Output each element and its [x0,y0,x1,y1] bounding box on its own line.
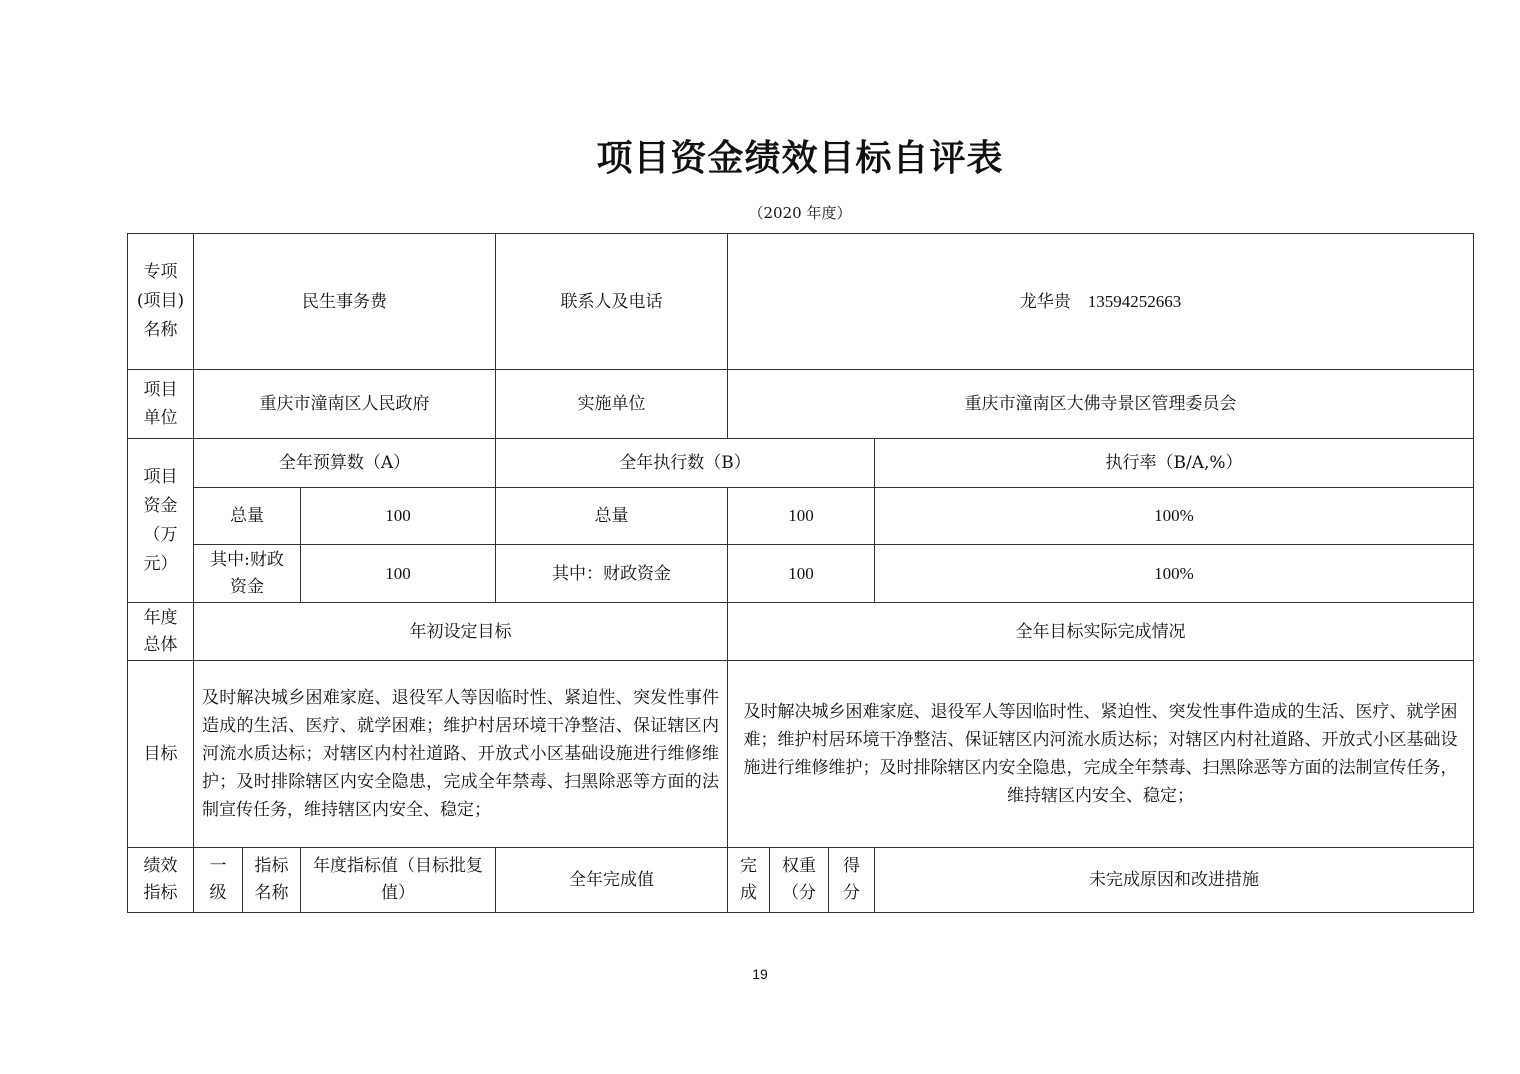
total-rate-cell [874,487,1474,545]
impl-unit-label-cell [495,369,728,439]
total-budget-cell [300,487,496,545]
reason-cell [874,847,1474,913]
initial-goal-header: 年初设定目标 [409,621,512,642]
total-budget: 100 [385,506,411,525]
project-unit-label: 项目单位 [143,380,178,428]
fiscal-label-cell [193,544,301,603]
reason-label: 未完成原因和改进措施 [1089,870,1259,890]
exec-header: 全年执行数（B） [619,453,751,473]
initial-goal-text-cell [193,660,728,848]
total-exec: 100 [788,506,814,525]
score-cell [828,847,875,913]
fiscal-rate-cell [874,544,1474,603]
fiscal-budget: 100 [385,563,411,583]
project-name-label: 专项(项目)名称 [136,262,185,340]
actual-goal-text: 及时解决城乡困难家庭、退役军人等因临时性、紧迫性、突发性事件造成的生活、医疗、就学困难；维护村居环境干净整洁、保证辖区内河流水质达标；对辖区内村社道路、开放式小区基础设施进行维修维护；及时排除辖区内安全隐患，完成全年禁毒、扫黑除恶等方面的法制宣传任务，维持辖区内安全、稳定； [743,702,1458,806]
actual-goal-header: 全年目标实际完成情况 [1015,621,1186,642]
contact-value: 龙华贵 13594252663 [1019,291,1182,311]
actual-goal-text-cell [727,660,1474,848]
exec-header-cell [495,438,875,488]
project-name-label-cell [127,233,194,370]
fiscal-budget-cell [300,544,496,603]
fiscal-exec-label: 其中：财政资金 [552,563,671,584]
impl-unit-label: 实施单位 [577,394,646,414]
impl-unit-cell [727,369,1474,439]
annual-target-label: 年度指标值（目标批复值） [313,856,483,903]
year-label: （2020 年度） [748,204,852,222]
initial-goal-header-cell [193,602,728,661]
funds-label: 项目资金（万元） [143,466,178,574]
completed-value-cell [495,847,728,913]
budget-header-cell [193,438,496,488]
weight-label: 权重（分 [782,856,816,903]
indicator-name-cell [242,847,301,913]
done-cell [727,847,770,913]
annual-target-cell [300,847,496,913]
goals-label-top: 年度总体 [143,607,178,655]
total-rate: 100% [1154,506,1194,525]
funds-label-cell [127,438,194,603]
fiscal-label: 其中:财政资金 [210,549,284,597]
total-exec-label: 总量 [594,506,629,526]
fiscal-exec-cell [727,544,875,603]
level1-cell [193,847,243,913]
completed-value-label: 全年完成值 [569,870,654,890]
actual-goal-header-cell [727,602,1474,661]
goals-label-top-cell [127,602,194,661]
project-name-value: 民生事务费 [302,291,387,312]
rate-header-cell [874,438,1474,488]
page-title: 项目资金绩效目标自评表 [596,137,1004,179]
total-label-cell [193,487,301,545]
initial-goal-text: 及时解决城乡困难家庭、退役军人等因临时性、紧迫性、突发性事件造成的生活、医疗、就学困难；维护村居环境干净整洁、保证辖区内河流水质达标；对辖区内村社道路、开放式小区基础设施进行维修维护；及时排除辖区内安全隐患，完成全年禁毒、扫黑除恶等方面的法制宣传任务，维持辖区内安全、稳定； [202,688,719,820]
project-name-cell [193,233,496,370]
budget-header: 全年预算数（A） [278,453,411,473]
total-exec-label-cell [495,487,728,545]
total-label: 总量 [230,506,264,526]
fiscal-rate: 100% [1154,563,1194,583]
contact-value-cell [727,233,1474,370]
page-number: 19 [752,966,768,982]
project-unit-value: 重庆市潼南区人民政府 [259,394,430,414]
done-label: 完成 [740,856,757,903]
fiscal-exec: 100 [788,563,814,583]
contact-label-cell [495,233,728,370]
project-unit-cell [193,369,496,439]
rate-header: 执行率（B/A,%） [1105,453,1243,473]
contact-label: 联系人及电话 [560,291,663,312]
fiscal-exec-label-cell [495,544,728,603]
project-unit-label-cell [127,369,194,439]
weight-cell [769,847,829,913]
score-label: 得分 [843,856,860,903]
impl-unit-value: 重庆市潼南区大佛寺景区管理委员会 [964,394,1237,414]
indicators-label: 绩效指标 [143,856,178,903]
indicators-label-cell [127,847,194,913]
goals-label-bottom: 目标 [143,744,178,764]
total-exec-cell [727,487,875,545]
level1-label: 一级 [209,856,227,903]
indicator-name-label: 指标名称 [254,856,289,903]
goals-label-bottom-cell [127,660,194,848]
